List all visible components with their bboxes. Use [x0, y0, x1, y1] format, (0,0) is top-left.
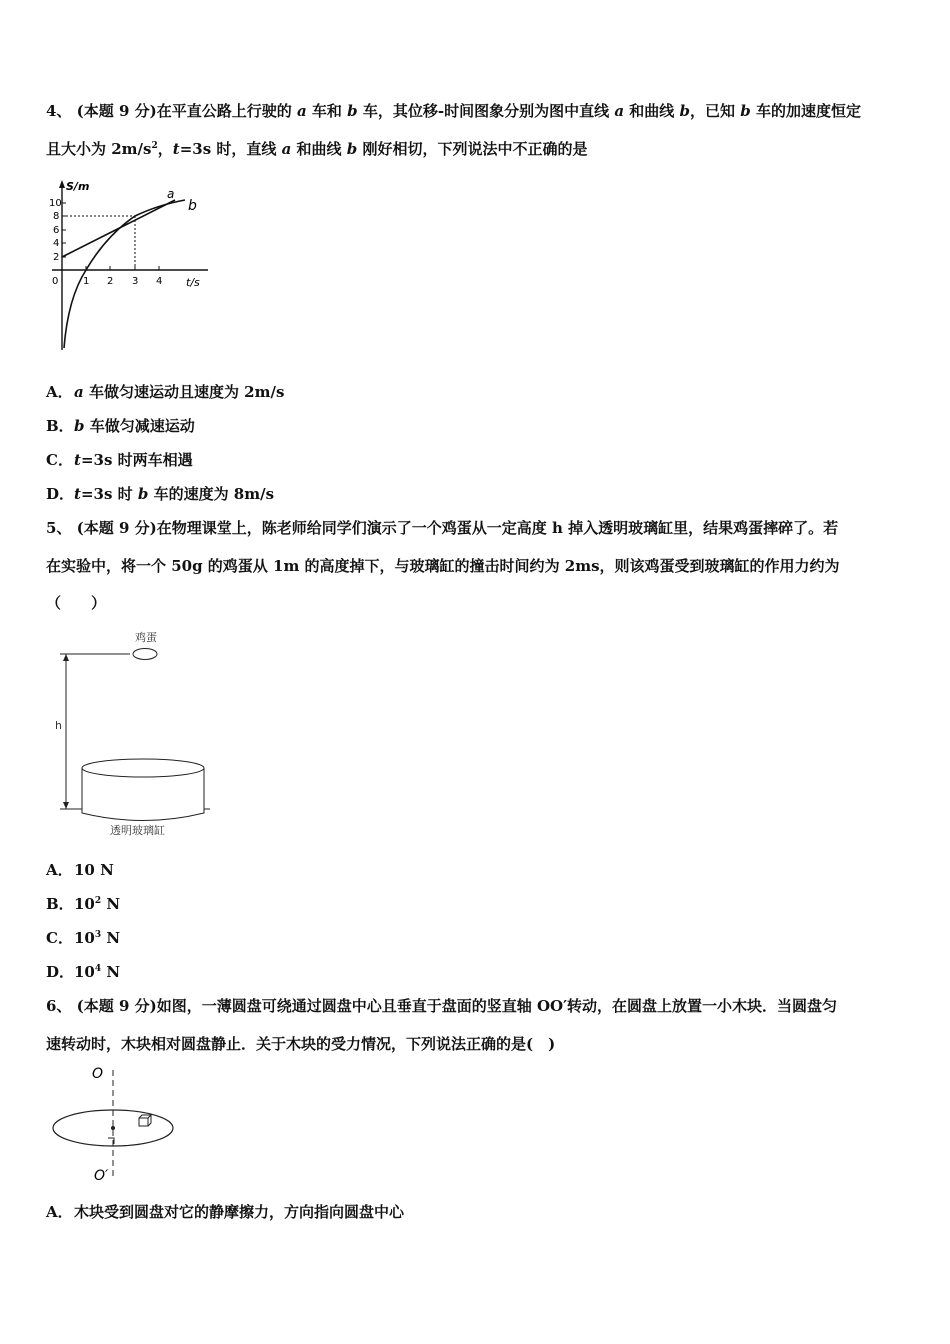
option-exponent: 2 [94, 896, 102, 906]
option-unit: N [101, 963, 121, 981]
q4-text: 车和 [306, 102, 348, 120]
graph-ylabel: S/m [66, 180, 90, 193]
option-label: B． [46, 417, 74, 435]
option-label: A． [46, 1203, 73, 1221]
option-label: C． [46, 929, 73, 947]
tank-label: 透明玻璃缸 [110, 824, 165, 837]
q4-position-time-graph [40, 178, 220, 358]
graph-ytick: 6 [53, 225, 60, 236]
option-label: C． [46, 451, 73, 469]
option-var: t [74, 451, 81, 469]
q5-option-c[interactable] [46, 928, 120, 948]
egg-icon [133, 649, 157, 660]
q4-text: 车的加速度恒定 [750, 102, 861, 120]
graph-ytick: 2 [53, 252, 60, 263]
axis-top-label: O [92, 1066, 104, 1082]
q4-var-b: b [740, 102, 751, 120]
option-label: B． [46, 895, 74, 913]
option-text: 车做匀减速运动 [84, 417, 195, 435]
option-var: b [137, 485, 149, 503]
q5-option-d[interactable] [46, 962, 120, 982]
option-text: 车做匀速运动且速度为 2m/s [83, 383, 285, 401]
q5-option-b[interactable] [46, 894, 120, 914]
q4-option-c[interactable] [46, 450, 193, 470]
option-exponent: 3 [94, 930, 102, 940]
q4-var-a: a [281, 140, 292, 158]
option-text: 10 [74, 929, 95, 947]
q4-text: =3s 时，直线 [179, 140, 282, 158]
graph-xtick: 4 [156, 276, 163, 287]
q4-var-b: b [347, 102, 358, 120]
graph-xlabel: t/s [186, 276, 200, 289]
option-unit: N [101, 929, 121, 947]
q4-text: 和曲线 [291, 140, 347, 158]
option-text: 木块受到圆盘对它的静摩擦力，方向指向圆盘中心 [74, 1203, 405, 1221]
q4-var-b: b [679, 102, 691, 120]
q4-text: ，已知 [690, 102, 741, 120]
axis-bottom-label: O′ [94, 1168, 109, 1184]
q4-stem-line1 [46, 101, 861, 121]
option-label: D． [46, 485, 75, 503]
option-exponent: 4 [94, 964, 102, 974]
option-text: =3s 时两车相遇 [80, 451, 193, 469]
graph-xtick: 1 [83, 276, 90, 287]
q4-option-a[interactable] [46, 382, 284, 402]
q6-option-a[interactable] [46, 1202, 404, 1222]
graph-ytick: 4 [53, 238, 60, 249]
q4-text: 车，其位移-时间图象分别为图中直线 [357, 102, 615, 120]
graph-origin: 0 [52, 276, 59, 287]
option-text: 10 [74, 963, 95, 981]
option-var: t [74, 485, 81, 503]
q6-stem-line1: 6、 (本题 9 分)如图，一薄圆盘可绕通过圆盘中心且垂直于盘面的竖直轴 OO′转动，在圆盘上放置一小木块．当圆盘匀 [46, 997, 838, 1015]
q4-option-d[interactable] [46, 484, 274, 504]
q4-text: 4、 (本题 9 分)在平直公路上行驶的 [46, 102, 297, 120]
graph-xtick: 2 [107, 276, 114, 287]
option-text: 10 [74, 895, 95, 913]
option-text: 车的速度为 8m/s [148, 485, 275, 503]
q4-text: 刚好相切，下列说法中不正确的是 [357, 140, 588, 158]
option-label: D． [46, 963, 75, 981]
q5-option-a[interactable] [46, 860, 114, 880]
curve-b-label: b [188, 198, 197, 214]
h-label: h [55, 719, 62, 732]
option-label: A． [46, 861, 73, 879]
q6-stem-line2: 速转动时，木块相对圆盘静止．关于木块的受力情况，下列说法正确的是( ) [46, 1035, 556, 1053]
q5-stem-line2: 在实验中，将一个 50g 的鸡蛋从 1m 的高度掉下，与玻璃缸的撞击时间约为 2ms，则该鸡蛋受到玻璃缸的作用力约为 [46, 557, 840, 575]
q4-var-a: a [614, 102, 625, 120]
q6-rotating-disk-figure [48, 1062, 188, 1187]
q4-var-t: t [172, 140, 180, 158]
wood-block-icon [139, 1118, 148, 1126]
option-label: A． [46, 383, 73, 401]
q4-text: ， [157, 140, 173, 158]
q4-var-b: b [346, 140, 358, 158]
graph-ytick: 8 [53, 211, 60, 222]
option-var: a [74, 383, 84, 401]
q4-text: 且大小为 2m/s [46, 140, 152, 158]
option-text: =3s 时 [80, 485, 138, 503]
q4-sup: 2 [151, 141, 158, 151]
q5-stem-line1: 5、 (本题 9 分)在物理课堂上，陈老师给同学们演示了一个鸡蛋从一定高度 h 掉入透明玻璃缸里，结果鸡蛋摔碎了。若 [46, 519, 839, 537]
q4-var-a: a [296, 102, 307, 120]
y-axis-arrow-icon [59, 180, 65, 188]
graph-xtick: 3 [132, 276, 139, 287]
q5-egg-tank-figure [50, 628, 220, 843]
option-text: 10 N [74, 861, 114, 879]
egg-label: 鸡蛋 [135, 631, 157, 644]
q4-stem-line2 [46, 139, 588, 159]
q4-text: 和曲线 [624, 102, 680, 120]
graph-ytick: 10 [49, 198, 62, 209]
curve-a-label: a [167, 187, 175, 201]
curve-b [64, 200, 185, 348]
q4-option-b[interactable] [46, 416, 195, 436]
option-var: b [74, 417, 85, 435]
option-unit: N [101, 895, 121, 913]
q5-stem-line3: （ ） [46, 594, 107, 612]
